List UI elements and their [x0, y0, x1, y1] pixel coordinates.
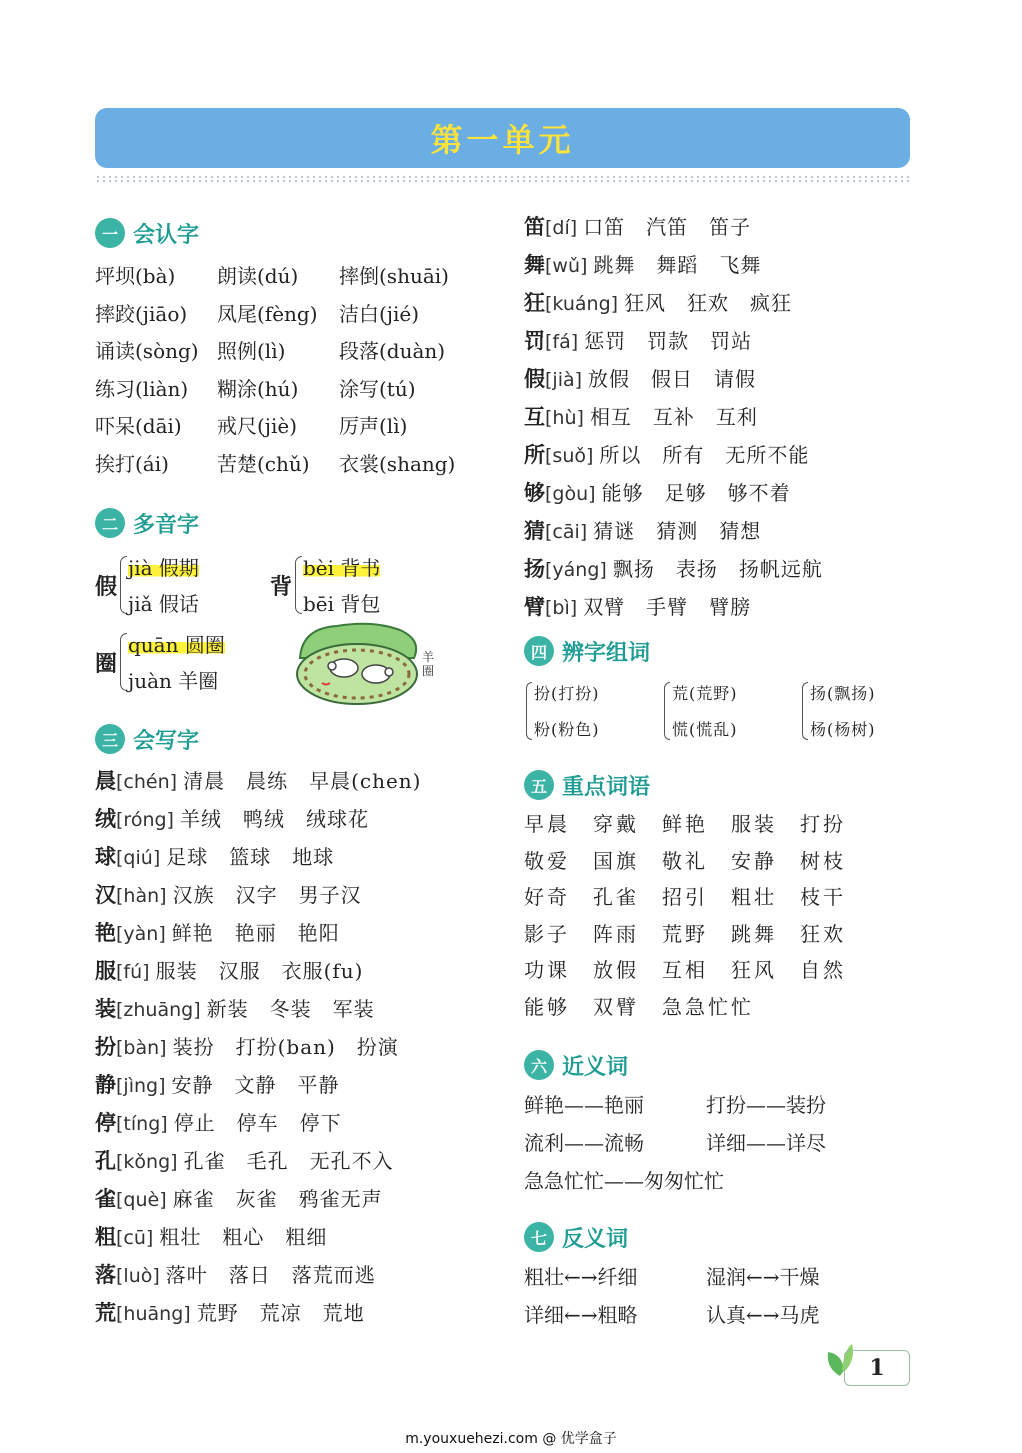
- distinguish-pair: [534, 676, 646, 748]
- write-char: 所: [524, 443, 545, 467]
- bracket: ]: [158, 1075, 166, 1097]
- reading-1: bèi 背书: [303, 552, 380, 581]
- bracket: [: [116, 1189, 124, 1211]
- recognize-word: 朗读(dú): [217, 264, 299, 288]
- bracket: [: [545, 559, 553, 581]
- write-pinyin: gòu: [552, 483, 589, 505]
- write-pinyin: cāi: [552, 521, 580, 543]
- distinguish-list: [534, 676, 924, 748]
- unit-banner: [95, 108, 910, 168]
- write-words: 汉族 汉字 男子汉: [172, 883, 362, 907]
- write-char: 舞: [524, 253, 545, 277]
- write-words: 麻雀 灰雀 鸦雀无声: [172, 1187, 383, 1211]
- write-pinyin: jìng: [123, 1075, 159, 1097]
- write-pinyin: huāng: [123, 1303, 184, 1325]
- write-char: 艳: [95, 921, 116, 945]
- reading-2: juàn 羊圈: [128, 669, 219, 693]
- bracket: [: [545, 483, 553, 505]
- bracket: ]: [574, 369, 583, 391]
- bracket: ]: [166, 809, 174, 831]
- write-char: 汉: [95, 883, 116, 907]
- section-write: [95, 722, 495, 1332]
- bracket: ]: [169, 771, 178, 793]
- section-badge: 三: [95, 724, 125, 754]
- write-words: 安静 文静 平静: [171, 1073, 340, 1097]
- bracket: [: [116, 923, 124, 945]
- section-synonyms-header: [524, 1048, 924, 1082]
- write-char: 臂: [524, 595, 545, 619]
- recognize-word: 诵读(sòng): [95, 339, 199, 363]
- recognize-word: 摔倒(shuāi): [339, 264, 449, 288]
- brace: [295, 556, 302, 614]
- section-title: 会认字: [133, 222, 200, 248]
- antonym-pair: 详细←→粗略: [524, 1303, 638, 1327]
- distinguish-word: 荒(荒野): [672, 684, 738, 703]
- write-char: 晨: [95, 769, 116, 793]
- distinguish-word: 扮(打扮): [534, 684, 600, 703]
- synonym-pair: 急急忙忙——匆匆忙忙: [524, 1169, 724, 1193]
- write-words: 粗壮 粗心 粗细: [159, 1225, 328, 1249]
- key-words-row: 敬爱 国旗 敬礼 安静 树枝: [524, 848, 846, 873]
- write-char: 扮: [95, 1035, 116, 1059]
- write-pinyin: jià: [552, 369, 575, 391]
- section-distinguish-header: [524, 634, 924, 668]
- write-pinyin: dí: [552, 217, 570, 239]
- write-char: 够: [524, 481, 545, 505]
- bracket: [: [116, 1151, 124, 1173]
- polyphone-bei: [270, 550, 440, 620]
- write-pinyin: fá: [552, 331, 571, 353]
- synonym-row: [524, 1162, 924, 1200]
- polyphone-quan: [95, 625, 275, 695]
- recognize-word: 涂写(tú): [339, 376, 416, 401]
- section-badge: 二: [95, 508, 125, 538]
- write-entry: [524, 398, 924, 436]
- write-words: 落叶 落日 落荒而逃: [165, 1263, 376, 1287]
- brace: [120, 633, 127, 691]
- write-entry: [95, 1104, 495, 1142]
- write-pinyin: luò: [123, 1265, 153, 1287]
- bracket: [: [116, 1037, 124, 1059]
- write-pinyin: bàn: [123, 1037, 160, 1059]
- bracket: ]: [569, 597, 578, 619]
- write-char: 扬: [524, 557, 545, 581]
- bracket: [: [545, 597, 553, 619]
- bracket: [: [116, 771, 124, 793]
- section-title: 反义词: [562, 1226, 629, 1252]
- bracket: ]: [193, 999, 201, 1021]
- write-char: 互: [524, 405, 545, 429]
- write-entry: [524, 588, 924, 626]
- bracket: ]: [159, 885, 167, 907]
- picture-caption: 羊圈: [422, 650, 435, 678]
- right-column: [524, 208, 924, 626]
- write-list-right: [524, 208, 924, 626]
- write-char: 假: [524, 367, 545, 391]
- bracket: [: [545, 293, 553, 315]
- write-entry: [95, 762, 495, 800]
- write-char: 孔: [95, 1149, 116, 1173]
- bracket: [: [116, 1075, 124, 1097]
- reading-2: bēi 背包: [303, 592, 381, 616]
- bracket: ]: [142, 961, 150, 983]
- bracket: [: [116, 847, 124, 869]
- synonym-pair: 鲜艳——艳丽: [524, 1093, 644, 1117]
- write-char: 粗: [95, 1225, 116, 1249]
- write-entry: [95, 1294, 495, 1332]
- section-key-words: [524, 768, 924, 1025]
- distinguish-word: 慌(慌乱): [672, 720, 738, 739]
- recognize-word: 照例(lì): [217, 339, 286, 363]
- bracket: [: [116, 1303, 124, 1325]
- bracket: ]: [170, 1151, 178, 1173]
- antonym-pair: 认真←→马虎: [706, 1303, 820, 1327]
- write-entry: [95, 1142, 495, 1180]
- write-pinyin: cū: [123, 1227, 146, 1249]
- write-words: 双臂 手臂 臂膀: [583, 595, 752, 619]
- write-words: 停止 停车 停下: [173, 1111, 342, 1135]
- write-words: 清晨 晨练 早晨(chen): [183, 769, 422, 793]
- bracket: ]: [588, 483, 596, 505]
- key-words-list: [524, 806, 924, 1025]
- write-words: 鲜艳 艳丽 艳阳: [171, 921, 340, 945]
- write-entry: [524, 284, 924, 322]
- section-polyphone-header: [95, 506, 495, 540]
- write-char: 雀: [95, 1187, 116, 1211]
- write-char: 狂: [524, 291, 545, 315]
- write-entry: [524, 246, 924, 284]
- write-pinyin: kuáng: [552, 293, 611, 315]
- recognize-word: 练习(liàn): [95, 376, 189, 401]
- write-pinyin: yàn: [123, 923, 159, 945]
- synonym-pair: 流利——流畅: [524, 1131, 644, 1155]
- write-entry: [95, 990, 495, 1028]
- bracket: ]: [579, 521, 588, 543]
- write-pinyin: fú: [123, 961, 143, 983]
- key-words-row: 功课 放假 互相 狂风 自然: [524, 958, 846, 982]
- bracket: ]: [599, 559, 607, 581]
- bracket: [: [545, 331, 553, 353]
- write-words: 羊绒 鸭绒 绒球花: [179, 807, 369, 831]
- section-title: 多音字: [133, 512, 200, 538]
- synonym-pair: 详细——详尽: [706, 1131, 826, 1155]
- page-number: 1: [844, 1350, 910, 1386]
- write-words: 装扮 打扮(ban) 扮演: [172, 1035, 399, 1059]
- reading-2: jiǎ 假话: [128, 592, 199, 616]
- write-words: 孔雀 毛孔 无孔不入: [183, 1149, 394, 1173]
- bracket: [: [545, 445, 553, 467]
- bracket: [: [116, 1113, 124, 1135]
- write-list-left: [95, 762, 495, 1332]
- polyphone-char: 背: [270, 575, 293, 600]
- bracket: [: [116, 961, 124, 983]
- write-pinyin: hàn: [123, 885, 160, 907]
- left-column: [95, 216, 495, 483]
- key-words-row: 早晨 穿戴 鲜艳 服装 打扮: [524, 812, 846, 836]
- bracket: [: [116, 1227, 124, 1249]
- sheep-pen-illustration: [292, 618, 427, 710]
- write-words: 惩罚 罚款 罚站: [584, 329, 753, 353]
- write-pinyin: qiú: [123, 847, 153, 869]
- section-title: 重点词语: [562, 774, 651, 800]
- section-badge: 一: [95, 218, 125, 248]
- bracket: [: [116, 1265, 124, 1287]
- bracket: ]: [145, 1227, 154, 1249]
- recognize-word: 凤尾(fèng): [217, 301, 318, 326]
- synonym-row: [524, 1124, 924, 1162]
- antonym-row: [524, 1296, 924, 1334]
- recognize-word: 糊涂(hú): [217, 376, 299, 401]
- write-entry: [95, 838, 495, 876]
- write-char: 笛: [524, 215, 545, 239]
- section-badge: 四: [524, 636, 554, 666]
- bracket: [: [545, 521, 553, 543]
- recognize-word: 洁白(jié): [339, 301, 420, 326]
- write-entry: [524, 322, 924, 360]
- distinguish-word: 扬(飘扬): [810, 684, 876, 703]
- write-entry: [95, 1256, 495, 1294]
- bracket: ]: [159, 1037, 167, 1059]
- bracket: ]: [159, 1189, 167, 1211]
- brace: [526, 682, 532, 740]
- bracket: [: [545, 407, 553, 429]
- write-entry: [95, 800, 495, 838]
- section-antonyms-header: [524, 1220, 924, 1254]
- write-pinyin: tíng: [123, 1113, 161, 1135]
- write-words: 能够 足够 够不着: [601, 481, 791, 505]
- antonyms-list: [524, 1258, 924, 1334]
- write-entry: [95, 876, 495, 914]
- section-synonyms: [524, 1048, 924, 1200]
- write-char: 绒: [95, 807, 116, 831]
- bracket: ]: [576, 407, 584, 429]
- write-pinyin: chén: [123, 771, 170, 793]
- bracket: ]: [580, 255, 588, 277]
- write-char: 服: [95, 959, 116, 983]
- write-char: 装: [95, 997, 116, 1021]
- write-pinyin: zhuāng: [123, 999, 194, 1021]
- write-pinyin: bì: [552, 597, 570, 619]
- recognize-word: 苦楚(chǔ): [217, 451, 310, 476]
- section-title: 近义词: [562, 1054, 629, 1080]
- write-entry: [524, 208, 924, 246]
- write-words: 猜谜 猜测 猜想: [593, 519, 762, 543]
- write-pinyin: suǒ: [552, 445, 586, 467]
- write-entry: [95, 1028, 495, 1066]
- distinguish-pair: [672, 676, 784, 748]
- antonym-row: [524, 1258, 924, 1296]
- write-pinyin: què: [123, 1189, 160, 1211]
- write-entry: [95, 1218, 495, 1256]
- distinguish-word: 粉(粉色): [534, 720, 600, 739]
- bracket: ]: [610, 293, 619, 315]
- synonyms-list: [524, 1086, 924, 1200]
- write-entry: [524, 550, 924, 588]
- antonym-pair: 粗壮←→纤细: [524, 1265, 638, 1289]
- bracket: [: [545, 217, 553, 239]
- write-words: 跳舞 舞蹈 飞舞: [593, 253, 762, 277]
- bracket: ]: [152, 847, 161, 869]
- recognize-word: 戒尺(jiè): [217, 414, 298, 438]
- section-antonyms: [524, 1220, 924, 1334]
- bracket: [: [116, 999, 124, 1021]
- brace: [664, 682, 670, 740]
- write-words: 放假 假日 请假: [588, 367, 757, 391]
- section-key-words-header: [524, 768, 924, 802]
- write-words: 飘扬 表扬 扬帆远航: [612, 557, 823, 581]
- write-pinyin: hù: [552, 407, 577, 429]
- key-words-row: 好奇 孔雀 招引 粗壮 枝干: [524, 885, 846, 909]
- unit-title: 第一单元: [430, 121, 575, 159]
- write-char: 荒: [95, 1301, 116, 1325]
- bracket: ]: [570, 331, 579, 353]
- bracket: ]: [158, 923, 166, 945]
- write-entry: [95, 952, 495, 990]
- write-words: 相互 互补 互利: [589, 405, 758, 429]
- brace: [120, 556, 127, 614]
- write-pinyin: róng: [123, 809, 167, 831]
- write-words: 狂风 狂欢 疯狂: [624, 291, 793, 315]
- section-badge: 七: [524, 1222, 554, 1252]
- write-entry: [95, 1180, 495, 1218]
- write-pinyin: wǔ: [552, 255, 581, 277]
- synonym-row: [524, 1086, 924, 1124]
- bracket: [: [116, 885, 124, 907]
- section-title: 辨字组词: [562, 640, 651, 666]
- synonym-pair: 打扮——装扮: [706, 1093, 826, 1117]
- write-entry: [95, 914, 495, 952]
- write-char: 停: [95, 1111, 116, 1135]
- write-entry: [524, 360, 924, 398]
- write-char: 猜: [524, 519, 545, 543]
- antonym-pair: 湿润←→干燥: [706, 1265, 820, 1289]
- recognize-word: 段落(duàn): [339, 339, 446, 363]
- write-words: 足球 篮球 地球: [166, 845, 335, 869]
- recognize-grid: [95, 258, 495, 483]
- write-char: 罚: [524, 329, 545, 353]
- recognize-word: 吓呆(dāi): [95, 414, 182, 438]
- polyphone-jia: [95, 550, 265, 620]
- section-badge: 六: [524, 1050, 554, 1080]
- write-pinyin: kǒng: [123, 1151, 171, 1173]
- write-words: 荒野 荒凉 荒地: [196, 1301, 365, 1325]
- section-write-header: [95, 722, 495, 756]
- key-words-row: 能够 双臂 急急忙忙: [524, 994, 754, 1019]
- bracket: ]: [183, 1303, 191, 1325]
- write-char: 静: [95, 1073, 116, 1097]
- bracket: [: [116, 809, 124, 831]
- recognize-word: 厉声(lì): [339, 414, 408, 438]
- write-words: 口笛 汽笛 笛子: [583, 215, 752, 239]
- bracket: [: [545, 369, 553, 391]
- polyphone-char: 圈: [95, 652, 118, 677]
- section-title: 会写字: [133, 728, 200, 754]
- section-recognize-header: [95, 216, 495, 250]
- write-char: 落: [95, 1263, 116, 1287]
- write-entry: [95, 1066, 495, 1104]
- distinguish-word: 杨(杨树): [810, 720, 876, 739]
- distinguish-pair: [810, 676, 922, 748]
- recognize-word: 挨打(ái): [95, 451, 169, 476]
- write-entry: [524, 474, 924, 512]
- section-distinguish: [524, 634, 924, 748]
- bracket: ]: [586, 445, 594, 467]
- section-polyphone: [95, 506, 495, 540]
- reading-1: jià 假期: [128, 552, 199, 581]
- recognize-word: 坪坝(bà): [95, 264, 176, 288]
- write-pinyin: yáng: [552, 559, 600, 581]
- write-entry: [524, 512, 924, 550]
- write-entry: [524, 436, 924, 474]
- bracket: ]: [160, 1113, 168, 1135]
- bracket: [: [545, 255, 553, 277]
- section-badge: 五: [524, 770, 554, 800]
- polyphone-char: 假: [95, 575, 118, 600]
- recognize-word: 衣裳(shang): [339, 451, 456, 476]
- brace: [802, 682, 808, 740]
- reading-1: quān 圆圈: [128, 629, 225, 658]
- write-words: 新装 冬装 军装: [206, 997, 375, 1021]
- key-words-row: 影子 阵雨 荒野 跳舞 狂欢: [524, 921, 846, 946]
- write-words: 所以 所有 无所不能: [599, 443, 810, 467]
- bracket: ]: [569, 217, 578, 239]
- footer-credit: m.youxuehezi.com @ 优学盒子: [405, 1431, 617, 1447]
- dotted-divider: [95, 175, 910, 183]
- bracket: ]: [152, 1265, 160, 1287]
- write-char: 球: [95, 845, 116, 869]
- write-words: 服装 汉服 衣服(fu): [155, 959, 364, 983]
- recognize-word: 摔跤(jiāo): [95, 301, 188, 326]
